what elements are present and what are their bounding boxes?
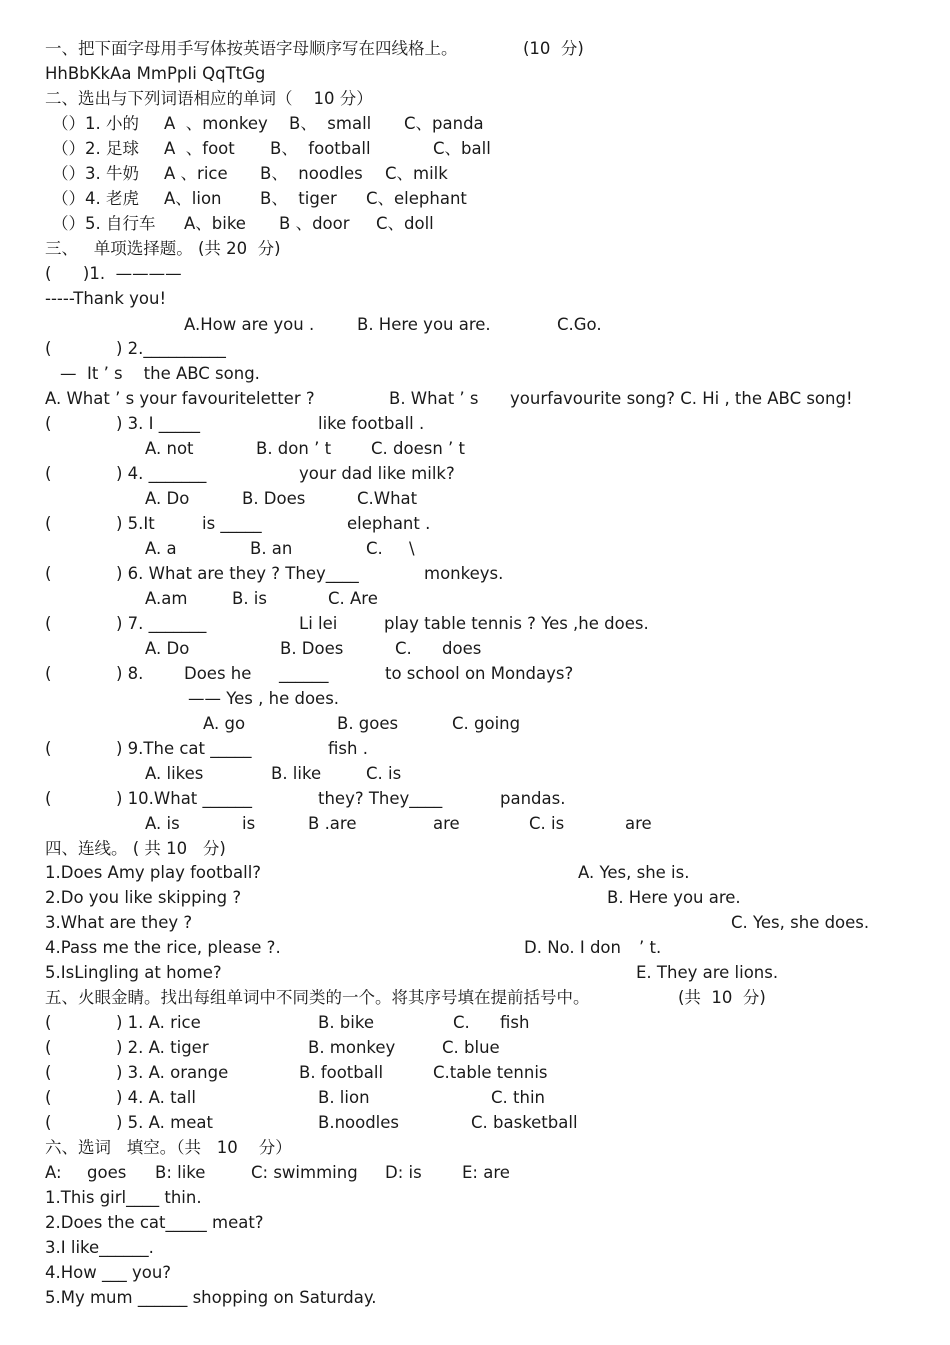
- text-segment: 2.Does the cat_____ meat?: [45, 1213, 264, 1232]
- text-segment: (: [45, 1013, 52, 1032]
- text-segment: — It ’ s the ABC song.: [60, 364, 260, 383]
- text-segment: C. is: [529, 814, 565, 833]
- text-line: [0, 860, 950, 885]
- text-segment: C.table tennis: [433, 1063, 548, 1082]
- text-segment: 5.My mum ______ shopping on Saturday.: [45, 1288, 377, 1307]
- text-segment: C、ball: [433, 139, 491, 158]
- text-segment: C. Are: [328, 589, 378, 608]
- text-segment: （）4. 老虎: [52, 189, 139, 208]
- text-segment: C. doesn ’ t: [371, 439, 465, 458]
- text-line: [0, 361, 950, 386]
- text-line: [0, 336, 950, 361]
- text-line: [0, 1160, 950, 1185]
- text-segment: （）1. 小的: [52, 114, 139, 133]
- text-segment: B、 football: [270, 139, 371, 158]
- text-line: [0, 811, 950, 836]
- text-segment: 2.Do you like skipping ?: [45, 888, 242, 907]
- text-line: [0, 686, 950, 711]
- text-segment: A.How are you .: [184, 315, 315, 334]
- text-segment: 五、火眼金睛。找出每组单词中不同类的一个。将其序号填在提前括号中。: [45, 988, 590, 1007]
- text-segment: A 、monkey: [164, 114, 268, 133]
- text-segment: C. thin: [491, 1088, 545, 1107]
- text-segment: ) 1. A. rice: [116, 1013, 201, 1032]
- text-segment: ) 5. A. meat: [116, 1113, 213, 1132]
- text-segment: (: [45, 464, 52, 483]
- text-segment: (: [45, 1088, 52, 1107]
- text-line: [0, 636, 950, 661]
- text-segment: ) 3. A. orange: [116, 1063, 229, 1082]
- text-segment: (: [45, 1038, 52, 1057]
- text-segment: A. is: [145, 814, 180, 833]
- text-line: [0, 86, 950, 111]
- text-segment: (: [45, 414, 52, 433]
- text-segment: (10 分): [523, 39, 584, 58]
- text-segment: C. basketball: [471, 1113, 578, 1132]
- text-segment: 4.Pass me the rice, please ?.: [45, 938, 281, 957]
- text-line: [0, 1285, 950, 1310]
- text-segment: ) 2.__________: [116, 339, 226, 358]
- text-segment: monkeys.: [424, 564, 504, 583]
- text-segment: B. bike: [318, 1013, 374, 1032]
- text-line: [0, 486, 950, 511]
- text-segment: B: like: [155, 1163, 206, 1182]
- text-segment: B. don ’ t: [256, 439, 332, 458]
- text-segment: C. is: [366, 764, 402, 783]
- text-segment: A. a: [145, 539, 177, 558]
- text-segment: C、milk: [385, 164, 448, 183]
- text-segment: A. Yes, she is.: [578, 863, 690, 882]
- text-segment: (: [45, 514, 52, 533]
- text-segment: B .are: [308, 814, 357, 833]
- text-line: [0, 386, 950, 411]
- text-segment: C、panda: [404, 114, 484, 133]
- text-segment: your dad like milk?: [299, 464, 455, 483]
- text-segment: B. Does: [242, 489, 306, 508]
- text-segment: ) 7. _______: [116, 614, 207, 633]
- text-segment: D. No. I don: [524, 938, 621, 957]
- text-segment: C: swimming: [251, 1163, 358, 1182]
- text-segment: B、 noodles: [260, 164, 363, 183]
- text-segment: 一、把下面字母用手写体按英语字母顺序写在四线格上。: [45, 39, 458, 58]
- text-segment: 三、 单项选择题。 (共 20 分): [45, 239, 281, 258]
- text-segment: （）3. 牛奶: [52, 164, 139, 183]
- text-line: [0, 36, 950, 61]
- text-line: [0, 985, 950, 1010]
- text-line: [0, 910, 950, 935]
- text-line: [0, 1060, 950, 1085]
- text-segment: A 、rice: [164, 164, 228, 183]
- text-segment: 二、选出与下列词语相应的单词（ 10 分）: [45, 89, 373, 108]
- text-segment: pandas.: [500, 789, 566, 808]
- text-line: [0, 211, 950, 236]
- text-segment: 3.What are they ?: [45, 913, 193, 932]
- text-line: [0, 1260, 950, 1285]
- text-line: [0, 1085, 950, 1110]
- text-line: [0, 536, 950, 561]
- text-line: [0, 286, 950, 311]
- text-segment: A.am: [145, 589, 188, 608]
- text-line: [0, 411, 950, 436]
- text-segment: A. What ’ s your favouriteletter ?: [45, 389, 315, 408]
- text-segment: D: is: [385, 1163, 422, 1182]
- text-line: [0, 960, 950, 985]
- text-segment: B.noodles: [318, 1113, 400, 1132]
- text-segment: B、 small: [289, 114, 372, 133]
- text-line: [0, 136, 950, 161]
- text-segment: 1.Does Amy play football?: [45, 863, 262, 882]
- text-line: [0, 312, 950, 337]
- text-segment: B. Here you are.: [357, 315, 491, 334]
- text-line: [0, 236, 950, 261]
- text-segment: (共 10 分): [678, 988, 766, 1007]
- text-segment: A. go: [203, 714, 246, 733]
- text-line: [0, 161, 950, 186]
- text-segment: (: [45, 1113, 52, 1132]
- text-segment: B. Does: [280, 639, 344, 658]
- text-segment: C. Yes, she does.: [731, 913, 870, 932]
- text-segment: 四、连线。 ( 共 10 分): [45, 839, 226, 858]
- text-segment: A 、foot: [164, 139, 235, 158]
- text-segment: is _____: [202, 514, 262, 533]
- text-segment: B. football: [299, 1063, 384, 1082]
- text-line: [0, 711, 950, 736]
- text-segment: they? They____: [318, 789, 443, 808]
- text-line: [0, 61, 950, 86]
- text-line: [0, 1010, 950, 1035]
- text-segment: B. What ’ s: [389, 389, 479, 408]
- text-segment: ) 9.The cat _____: [116, 739, 252, 758]
- text-segment: (: [45, 739, 52, 758]
- text-line: [0, 611, 950, 636]
- text-segment: B. an: [250, 539, 293, 558]
- text-line: [0, 661, 950, 686]
- text-line: [0, 736, 950, 761]
- text-segment: HhBbKkAa MmPpIi QqTtGg: [45, 64, 266, 83]
- text-segment: C、doll: [376, 214, 434, 233]
- text-segment: to school on Mondays?: [385, 664, 574, 683]
- text-line: [0, 1110, 950, 1135]
- text-segment: A. likes: [145, 764, 204, 783]
- text-segment: ) 10.What ______: [116, 789, 253, 808]
- text-segment: 4.How ___ you?: [45, 1263, 172, 1282]
- text-segment: C. going: [452, 714, 521, 733]
- text-segment: -----Thank you!: [45, 289, 167, 308]
- text-segment: A、lion: [164, 189, 222, 208]
- text-segment: (: [45, 664, 52, 683]
- text-segment: B. monkey: [308, 1038, 396, 1057]
- text-segment: —— Yes , he does.: [188, 689, 340, 708]
- text-line: [0, 935, 950, 960]
- text-segment: 六、选词 填空。（共 10 分）: [45, 1138, 292, 1157]
- text-segment: C.: [453, 1013, 470, 1032]
- text-segment: ’ t.: [639, 938, 662, 957]
- text-segment: does: [442, 639, 482, 658]
- text-segment: A:: [45, 1163, 62, 1182]
- text-segment: ) 2. A. tiger: [116, 1038, 209, 1057]
- text-line: [0, 1135, 950, 1160]
- text-segment: C.What: [357, 489, 418, 508]
- text-segment: ) 6. What are they ? They____: [116, 564, 359, 583]
- text-segment: 5.IsLingling at home?: [45, 963, 222, 982]
- text-segment: B. like: [271, 764, 322, 783]
- text-segment: C、elephant: [366, 189, 467, 208]
- text-segment: are: [625, 814, 652, 833]
- text-line: [0, 461, 950, 486]
- text-segment: （）2. 足球: [52, 139, 139, 158]
- text-segment: E: are: [462, 1163, 510, 1182]
- text-segment: E. They are lions.: [636, 963, 779, 982]
- text-line: [0, 586, 950, 611]
- text-line: [0, 511, 950, 536]
- text-segment: ) 4. _______: [116, 464, 207, 483]
- text-line: [0, 836, 950, 861]
- text-segment: Does he: [184, 664, 252, 683]
- text-segment: (: [45, 564, 52, 583]
- text-segment: ) 5.It: [116, 514, 155, 533]
- text-segment: A. not: [145, 439, 194, 458]
- text-segment: fish: [500, 1013, 530, 1032]
- text-segment: B. goes: [337, 714, 399, 733]
- text-segment: A. Do: [145, 639, 190, 658]
- text-segment: C.Go.: [557, 315, 602, 334]
- text-segment: C. blue: [442, 1038, 500, 1057]
- text-line: [0, 1185, 950, 1210]
- text-line: [0, 261, 950, 286]
- text-segment: 3.I like______.: [45, 1238, 154, 1257]
- text-line: [0, 1035, 950, 1060]
- text-segment: ) 8.: [116, 664, 144, 683]
- text-segment: ______: [279, 664, 329, 683]
- text-segment: A、bike: [184, 214, 246, 233]
- text-segment: fish .: [328, 739, 368, 758]
- text-segment: are: [433, 814, 460, 833]
- text-segment: play table tennis ? Yes ,he does.: [384, 614, 649, 633]
- text-segment: B. is: [232, 589, 267, 608]
- text-segment: ( )1. ————: [45, 264, 182, 283]
- text-segment: (: [45, 789, 52, 808]
- text-segment: A. Do: [145, 489, 190, 508]
- text-segment: like football .: [318, 414, 425, 433]
- text-segment: B. lion: [318, 1088, 370, 1107]
- text-line: [0, 1235, 950, 1260]
- text-line: [0, 186, 950, 211]
- text-segment: (: [45, 614, 52, 633]
- text-segment: yourfavourite song? C. Hi , the ABC song!: [510, 389, 853, 408]
- text-segment: ) 4. A. tall: [116, 1088, 196, 1107]
- text-segment: B、 tiger: [260, 189, 337, 208]
- text-segment: B 、door: [279, 214, 350, 233]
- text-segment: 1.This girl____ thin.: [45, 1188, 202, 1207]
- text-line: [0, 786, 950, 811]
- text-segment: ) 3. I _____: [116, 414, 201, 433]
- text-segment: （）5. 自行车: [52, 214, 156, 233]
- text-segment: B. Here you are.: [607, 888, 741, 907]
- text-line: [0, 561, 950, 586]
- text-segment: (: [45, 339, 52, 358]
- text-segment: (: [45, 1063, 52, 1082]
- text-segment: goes: [87, 1163, 127, 1182]
- text-line: [0, 1210, 950, 1235]
- text-line: [0, 436, 950, 461]
- text-line: [0, 885, 950, 910]
- text-segment: C.: [395, 639, 412, 658]
- text-segment: is: [242, 814, 256, 833]
- text-segment: Li lei: [299, 614, 338, 633]
- text-segment: C. \: [366, 539, 415, 558]
- text-segment: elephant .: [347, 514, 431, 533]
- text-line: [0, 111, 950, 136]
- text-line: [0, 761, 950, 786]
